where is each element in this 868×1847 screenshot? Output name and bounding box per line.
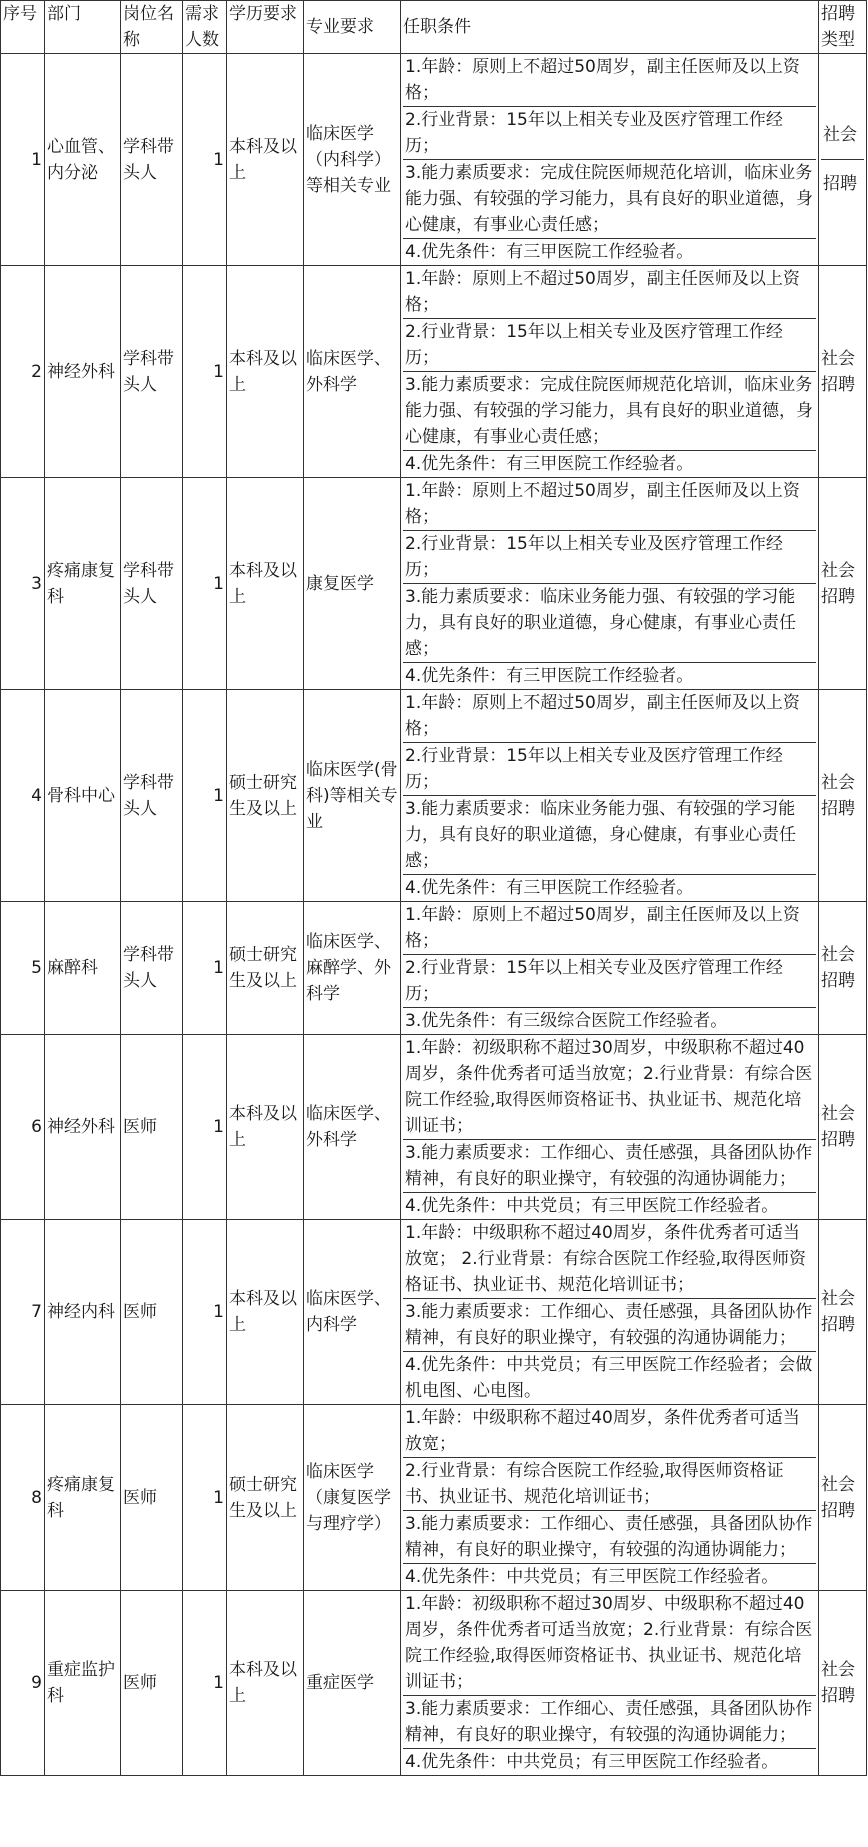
table-row bbox=[1, 902, 867, 1035]
condition-item: 2.行业背景：15年以上相关专业及医疗管理工作经历； bbox=[403, 530, 816, 583]
cell-seq: 8 bbox=[1, 1405, 45, 1591]
condition-item: 2.行业背景：15年以上相关专业及医疗管理工作经历； bbox=[403, 742, 816, 795]
cell-type: 社会招聘 bbox=[819, 478, 867, 690]
header-row bbox=[1, 1, 867, 54]
cell-dept: 疼痛康复科 bbox=[45, 1405, 121, 1591]
table-row bbox=[1, 1405, 867, 1591]
condition-item: 4.优先条件：有三甲医院工作经验者。 bbox=[403, 450, 816, 477]
cell-count: 1 bbox=[183, 54, 227, 266]
condition-item: 2.行业背景：15年以上相关专业及医疗管理工作经历； bbox=[403, 106, 816, 159]
cell-dept: 疼痛康复科 bbox=[45, 478, 121, 690]
condition-item: 3.能力素质要求：临床业务能力强、有较强的学习能力，具有良好的职业道德，身心健康，有事业心责任感； bbox=[403, 583, 816, 662]
cell-position: 学科带头人 bbox=[121, 902, 183, 1035]
cell-seq: 4 bbox=[1, 690, 45, 902]
cell-dept: 神经外科 bbox=[45, 266, 121, 478]
condition-item: 4.优先条件：中共党员；有三甲医院工作经验者；会做机电图、心电图。 bbox=[403, 1351, 816, 1404]
cell-dept: 神经内科 bbox=[45, 1220, 121, 1405]
cell-dept: 骨科中心 bbox=[45, 690, 121, 902]
cell-conditions bbox=[401, 266, 819, 478]
condition-item: 3.能力素质要求：临床业务能力强、有较强的学习能力，具有良好的职业道德，身心健康，有事业心责任感； bbox=[403, 795, 816, 874]
condition-item: 4.优先条件：有三甲医院工作经验者。 bbox=[403, 238, 816, 265]
condition-item: 1.年龄：原则上不超过50周岁，副主任医师及以上资格； bbox=[405, 693, 800, 739]
cell-count: 1 bbox=[183, 266, 227, 478]
header-dept: 部门 bbox=[45, 1, 121, 54]
cell-seq: 5 bbox=[1, 902, 45, 1035]
cell-conditions bbox=[401, 1591, 819, 1776]
condition-item: 3.能力素质要求：工作细心、责任感强，具备团队协作精神，有良好的职业操守，有较强的沟通协调能力； bbox=[403, 1695, 816, 1748]
condition-item: 4.优先条件：中共党员；有三甲医院工作经验者。 bbox=[403, 1192, 816, 1219]
condition-item: 3.能力素质要求：工作细心、责任感强，具备团队协作精神，有良好的职业操守，有较强的沟通协调能力； bbox=[403, 1298, 816, 1351]
condition-item: 3.能力素质要求：完成住院医师规范化培训，临床业务能力强、有较强的学习能力，具有良好的职业道德，身心健康，有事业心责任感； bbox=[403, 371, 816, 450]
cell-count: 1 bbox=[183, 1591, 227, 1776]
condition-item: 2.行业背景：15年以上相关专业及医疗管理工作经历； bbox=[403, 318, 816, 371]
cell-seq: 6 bbox=[1, 1035, 45, 1220]
cell-position: 医师 bbox=[121, 1220, 183, 1405]
type-line: 招聘 bbox=[821, 159, 864, 208]
condition-item: 3.优先条件：有三级综合医院工作经验者。 bbox=[403, 1007, 816, 1034]
cell-count: 1 bbox=[183, 478, 227, 690]
condition-item: 4.优先条件：中共党员；有三甲医院工作经验者。 bbox=[403, 1563, 816, 1590]
cell-education: 本科及以上 bbox=[227, 266, 304, 478]
table-row bbox=[1, 266, 867, 478]
cell-dept: 重症监护科 bbox=[45, 1591, 121, 1776]
cell-education: 本科及以上 bbox=[227, 1035, 304, 1220]
cell-conditions bbox=[401, 1220, 819, 1405]
cell-type: 社会招聘 bbox=[819, 1220, 867, 1405]
cell-dept: 心血管、内分泌 bbox=[45, 54, 121, 266]
cell-count: 1 bbox=[183, 690, 227, 902]
table-row bbox=[1, 1035, 867, 1220]
condition-item: 4.优先条件：中共党员；有三甲医院工作经验者。 bbox=[403, 1748, 816, 1775]
cell-position: 医师 bbox=[121, 1405, 183, 1591]
header-type: 招聘类型 bbox=[819, 1, 867, 54]
cell-major: 临床医学、内科学 bbox=[304, 1220, 401, 1405]
cell-position: 学科带头人 bbox=[121, 478, 183, 690]
cell-major: 临床医学（康复医学与理疗学） bbox=[304, 1405, 401, 1591]
cell-conditions bbox=[401, 690, 819, 902]
header-education: 学历要求 bbox=[227, 1, 304, 54]
cell-type: 社会招聘 bbox=[819, 690, 867, 902]
condition-item: 1.年龄：原则上不超过50周岁，副主任医师及以上资格； bbox=[405, 481, 800, 527]
cell-type: 社会招聘 bbox=[819, 1405, 867, 1591]
header-position: 岗位名称 bbox=[121, 1, 183, 54]
header-seq: 序号 bbox=[1, 1, 45, 54]
cell-type: 社会招聘 bbox=[819, 1035, 867, 1220]
cell-conditions bbox=[401, 1405, 819, 1591]
table-row bbox=[1, 1220, 867, 1405]
table-header bbox=[1, 1, 867, 54]
cell-count: 1 bbox=[183, 1220, 227, 1405]
cell-count: 1 bbox=[183, 902, 227, 1035]
cell-conditions bbox=[401, 902, 819, 1035]
condition-item: 1.年龄：中级职称不超过40周岁，条件优秀者可适当放宽； bbox=[405, 1408, 800, 1454]
header-conditions: 任职条件 bbox=[401, 1, 819, 54]
condition-item: 2.行业背景：15年以上相关专业及医疗管理工作经历； bbox=[403, 954, 816, 1007]
type-line: 社会 bbox=[823, 125, 857, 145]
cell-position: 学科带头人 bbox=[121, 690, 183, 902]
cell-conditions bbox=[401, 54, 819, 266]
condition-item: 1.年龄：原则上不超过50周岁，副主任医师及以上资格； bbox=[405, 269, 800, 315]
condition-item: 4.优先条件：有三甲医院工作经验者。 bbox=[403, 662, 816, 689]
cell-position: 医师 bbox=[121, 1591, 183, 1776]
header-major: 专业要求 bbox=[304, 1, 401, 54]
cell-count: 1 bbox=[183, 1405, 227, 1591]
condition-item: 1.年龄：中级职称不超过40周岁，条件优秀者可适当放宽； 2.行业背景：有综合医院工作经验,取得医师资格证书、执业证书、规范化培训证书； bbox=[405, 1223, 807, 1295]
cell-seq: 9 bbox=[1, 1591, 45, 1776]
cell-type: 社会招聘 bbox=[819, 266, 867, 478]
cell-major: 临床医学(骨科)等相关专业 bbox=[304, 690, 401, 902]
cell-conditions bbox=[401, 478, 819, 690]
cell-education: 本科及以上 bbox=[227, 54, 304, 266]
cell-conditions bbox=[401, 1035, 819, 1220]
cell-education: 本科及以上 bbox=[227, 478, 304, 690]
cell-education: 本科及以上 bbox=[227, 1591, 304, 1776]
cell-count: 1 bbox=[183, 1035, 227, 1220]
table-body bbox=[1, 54, 867, 1776]
cell-major: 重症医学 bbox=[304, 1591, 401, 1776]
cell-seq: 2 bbox=[1, 266, 45, 478]
cell-position: 学科带头人 bbox=[121, 266, 183, 478]
condition-item: 3.能力素质要求：完成住院医师规范化培训，临床业务能力强、有较强的学习能力，具有良好的职业道德，身心健康，有事业心责任感； bbox=[403, 159, 816, 238]
cell-dept: 麻醉科 bbox=[45, 902, 121, 1035]
cell-education: 硕士研究生及以上 bbox=[227, 902, 304, 1035]
condition-item: 1.年龄：初级职称不超过30周岁、中级职称不超过40周岁，条件优秀者可适当放宽；2.行业背景：有综合医院工作经验,取得医师资格证书、执业证书、规范化培训证书； bbox=[405, 1594, 813, 1692]
cell-education: 本科及以上 bbox=[227, 1220, 304, 1405]
condition-item: 4.优先条件：有三甲医院工作经验者。 bbox=[403, 874, 816, 901]
condition-item: 1.年龄：原则上不超过50周岁，副主任医师及以上资格； bbox=[405, 905, 800, 951]
cell-major: 康复医学 bbox=[304, 478, 401, 690]
table-row bbox=[1, 1591, 867, 1776]
cell-major: 临床医学、外科学 bbox=[304, 266, 401, 478]
cell-education: 硕士研究生及以上 bbox=[227, 690, 304, 902]
cell-type: 社会招聘 bbox=[819, 902, 867, 1035]
cell-position: 医师 bbox=[121, 1035, 183, 1220]
cell-seq: 1 bbox=[1, 54, 45, 266]
cell-position: 学科带头人 bbox=[121, 54, 183, 266]
cell-major: 临床医学（内科学）等相关专业 bbox=[304, 54, 401, 266]
condition-item: 3.能力素质要求：工作细心、责任感强，具备团队协作精神，有良好的职业操守，有较强的沟通协调能力； bbox=[403, 1139, 816, 1192]
table-row bbox=[1, 690, 867, 902]
cell-seq: 3 bbox=[1, 478, 45, 690]
condition-item: 3.能力素质要求：工作细心、责任感强，具备团队协作精神，有良好的职业操守，有较强的沟通协调能力； bbox=[403, 1510, 816, 1563]
condition-item: 1.年龄：初级职称不超过30周岁，中级职称不超过40周岁，条件优秀者可适当放宽；2.行业背景：有综合医院工作经验,取得医师资格证书、执业证书、规范化培训证书； bbox=[405, 1038, 813, 1136]
condition-item: 2.行业背景：有综合医院工作经验,取得医师资格证书、执业证书、规范化培训证书； bbox=[403, 1457, 816, 1510]
table-row bbox=[1, 478, 867, 690]
cell-dept: 神经外科 bbox=[45, 1035, 121, 1220]
cell-major: 临床医学、外科学 bbox=[304, 1035, 401, 1220]
cell-seq: 7 bbox=[1, 1220, 45, 1405]
cell-education: 硕士研究生及以上 bbox=[227, 1405, 304, 1591]
cell-type: 社会招聘 bbox=[819, 1591, 867, 1776]
cell-type bbox=[819, 54, 867, 266]
cell-major: 临床医学、麻醉学、外科学 bbox=[304, 902, 401, 1035]
header-count: 需求人数 bbox=[183, 1, 227, 54]
table-row bbox=[1, 54, 867, 266]
condition-item: 1.年龄：原则上不超过50周岁，副主任医师及以上资格； bbox=[405, 57, 800, 103]
